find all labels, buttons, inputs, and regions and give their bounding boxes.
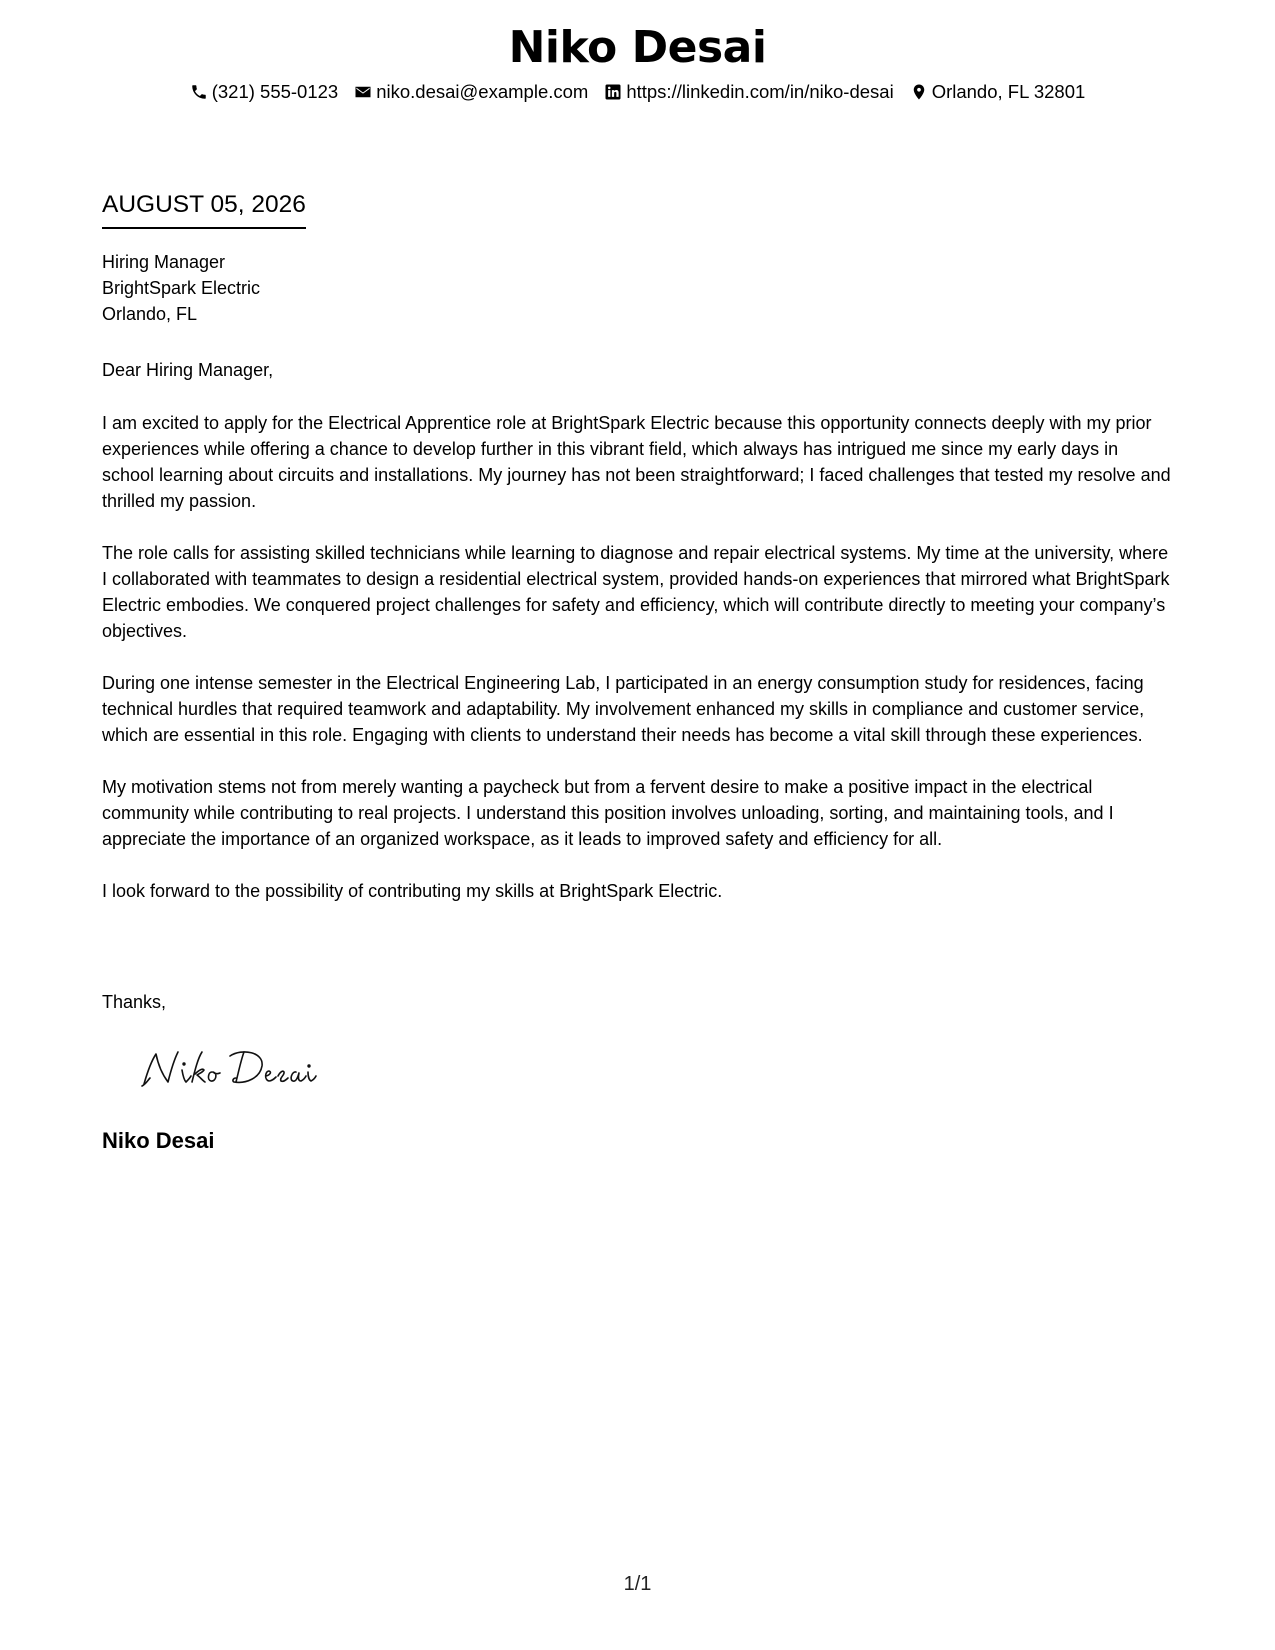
phone-icon (190, 83, 208, 101)
email-link[interactable]: niko.desai@example.com (376, 81, 589, 102)
contact-phone (190, 78, 339, 106)
recipient-company: BrightSpark Electric (102, 278, 261, 298)
map-pin-icon (910, 83, 928, 101)
page-number: 1/1 (623, 1573, 652, 1595)
handwritten-signature (138, 1040, 328, 1100)
contact-location (910, 78, 1086, 106)
body-paragraph: I am excited to apply for the Electrical Apprentice role at BrightSpark Electric because this opportunity connects deeply with my prior experiences while offering a chance to develop further in this vibrant field, which always has intrigued me since my early days in school learning about circuits and installations. My journey has not been straightforward; I faced challenges that tested my resolve and thrilled my passion. (102, 413, 1171, 511)
linkedin-icon (604, 83, 622, 101)
phone-text: (321) 555-0123 (211, 81, 339, 102)
body-paragraph: The role calls for assisting skilled technicians while learning to diagnose and repair electrical systems. My time at the university, where I collaborated with teammates to design a residential electrical system, provided hands-on experiences that mirrored what BrightSpark Electric embodies. We conquered project challenges for safety and efficiency, which will contribute directly to meeting your company’s objectives. (102, 543, 1170, 641)
body-paragraph: During one intense semester in the Electrical Engineering Lab, I participated in an energy consumption study for residences, facing technical hurdles that required teamwork and adaptability. My involvement enhanced my skills in compliance and customer service, which are essential in this role. Engaging with clients to understand their needs has become a vital skill through these experiences. (102, 673, 1145, 745)
salutation: Dear Hiring Manager, (102, 360, 274, 380)
recipient-address (102, 249, 260, 327)
location-text: Orlando, FL 32801 (931, 81, 1086, 102)
letter-date: AUGUST 05, 2026 (102, 189, 306, 229)
recipient-title: Hiring Manager (102, 252, 226, 272)
applicant-name-heading: Niko Desai (508, 22, 767, 73)
linkedin-link[interactable]: https://linkedin.com/in/niko-desai (626, 81, 894, 102)
contact-linkedin[interactable] (604, 78, 893, 106)
letter-body (102, 410, 1175, 930)
contact-info-row (0, 78, 1275, 106)
contact-email[interactable] (354, 78, 588, 106)
letter-date-block (102, 189, 306, 229)
signer-name: Niko Desai (102, 1128, 215, 1153)
closing: Thanks, (102, 992, 167, 1012)
body-paragraph: I look forward to the possibility of contributing my skills at BrightSpark Electric. (102, 881, 723, 901)
envelope-icon (354, 83, 372, 101)
body-paragraph: My motivation stems not from merely wanting a paycheck but from a fervent desire to make a positive impact in the electrical community while contributing to real projects. I understand this position involves unloading, sorting, and maintaining tools, and I appreciate the importance of an organized workspace, as it leads to improved safety and efficiency for all. (102, 777, 1114, 849)
recipient-city: Orlando, FL (102, 304, 198, 324)
